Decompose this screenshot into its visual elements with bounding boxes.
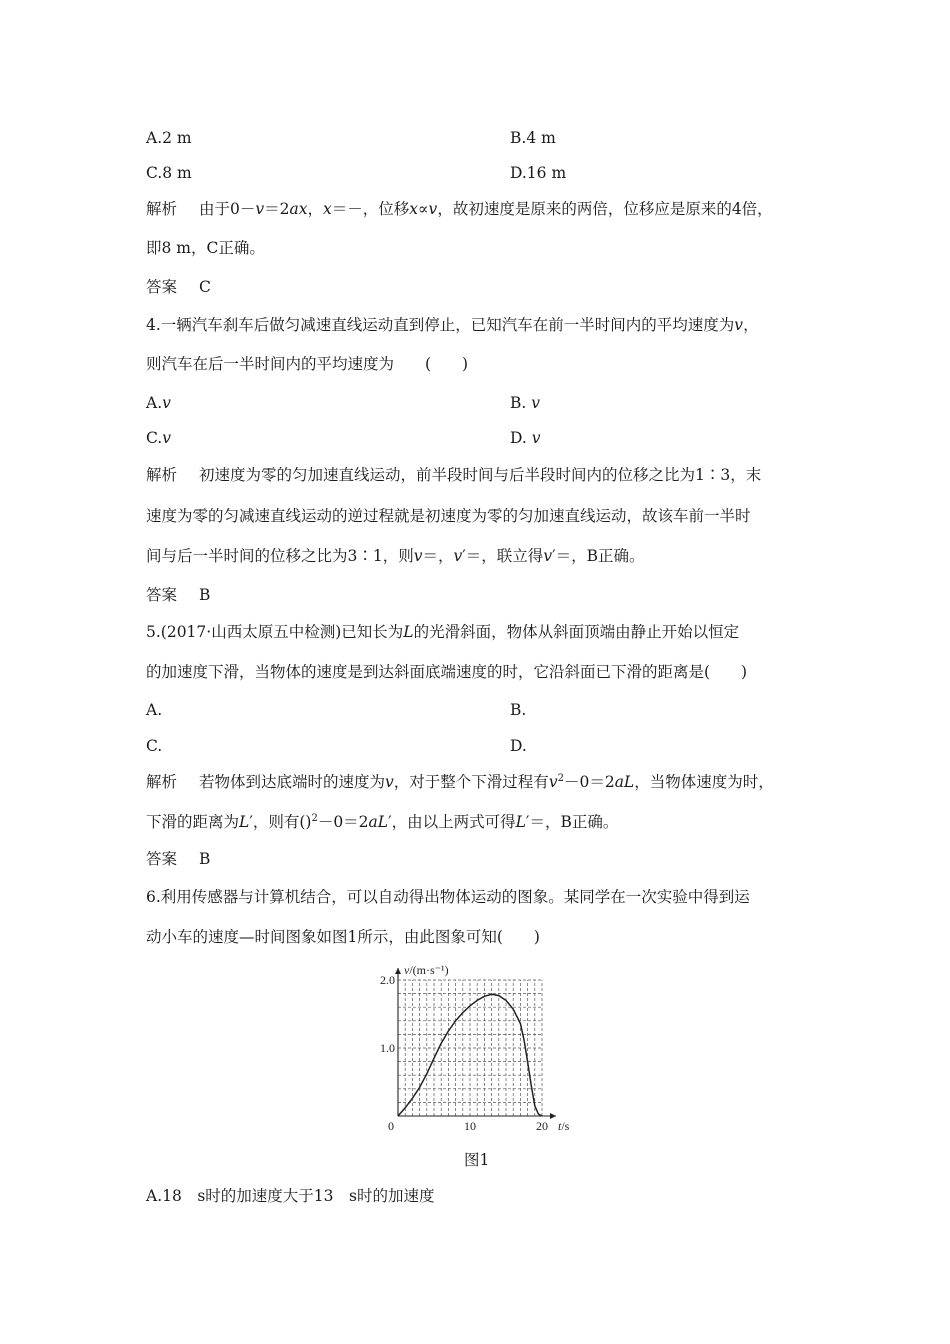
var: aL <box>368 813 389 831</box>
answer-value: C <box>199 278 211 296</box>
q4-option-b <box>510 393 540 413</box>
q5-stem-line-1 <box>146 622 739 642</box>
var: v <box>548 773 558 791</box>
var: v <box>162 394 171 412</box>
x-tick-label: 10 <box>464 1119 476 1133</box>
text: ′＝，B正确。 <box>552 547 645 565</box>
var: v <box>734 316 744 334</box>
var: v <box>531 394 541 412</box>
q4-analysis-line-3 <box>146 546 645 566</box>
var: v <box>162 429 171 447</box>
text: ＝－，位移 <box>331 200 410 218</box>
q5-option-d: D. <box>510 737 527 755</box>
chart-grid <box>398 980 542 1116</box>
q4-analysis-line-2: 速度为零的匀减速直线运动的逆过程就是初速度为零的匀加速直线运动，故该车前一半时 <box>146 507 751 525</box>
q4-option-a <box>146 393 171 413</box>
x-axis-arrow <box>550 1113 556 1119</box>
text: ′，由以上两式可得 <box>388 813 516 831</box>
x-axis-label: t/s <box>558 1119 570 1133</box>
var: v <box>428 200 438 218</box>
text: 下滑的距离为 <box>146 813 240 831</box>
y-tick-labels <box>380 973 395 1055</box>
analysis-label: 解析 <box>146 773 178 791</box>
q4-answer <box>146 585 210 605</box>
q4-option-d <box>510 428 541 448</box>
text: D. <box>510 429 527 447</box>
text: ， <box>307 200 324 218</box>
answer-value: B <box>199 850 211 868</box>
text: ， <box>743 316 759 334</box>
q5-analysis-line-1 <box>146 772 774 792</box>
answer-label: 答案 <box>146 278 178 296</box>
q4-analysis-line-1 <box>146 465 761 485</box>
q3-option-c: C.8 m <box>146 164 192 182</box>
q3-option-a: A.2 m <box>146 129 192 147</box>
analysis-label: 解析 <box>146 200 178 218</box>
text: ＝， <box>422 547 454 565</box>
var: L <box>239 813 250 831</box>
text: ，故初速度是原来的两倍，位移应是原来的4倍， <box>437 200 773 218</box>
y-axis-arrow <box>395 968 401 974</box>
text: 4.一辆汽车刹车后做匀减速直线运动直到停止，已知汽车在前一半时间内的平均速度为 <box>146 316 735 334</box>
text: 间与后一半时间的位移之比为3∶1，则 <box>146 547 414 565</box>
text: ′＝，联立得 <box>462 547 544 565</box>
text: －0＝2 <box>563 773 615 791</box>
answer-label: 答案 <box>146 850 178 868</box>
superscript: 2 <box>311 812 318 824</box>
q4-stem-line-2: 则汽车在后一半时间内的平均速度为 ( ) <box>146 355 469 373</box>
text: ′＝，B正确。 <box>525 813 619 831</box>
origin-label: 0 <box>388 1119 394 1133</box>
var: x <box>323 200 332 218</box>
var: L <box>515 813 526 831</box>
x-tick-label: 20 <box>536 1119 548 1133</box>
text: ′，则有() <box>249 813 312 831</box>
text: 5.(2017·山西太原五中检测)已知长为 <box>146 623 404 641</box>
var: x <box>409 200 419 218</box>
q6-stem-line-2: 动小车的速度—时间图象如图1所示，由此图象可知( ) <box>146 928 540 946</box>
text: 若物体到达底端时的速度为 <box>199 773 386 791</box>
text: C. <box>146 429 163 447</box>
y-tick-label: 1.0 <box>380 1041 395 1055</box>
var: v <box>543 547 553 565</box>
text: ，对于整个下滑过程有 <box>393 773 549 791</box>
text: 初速度为零的匀加速直线运动，前半段时间与后半段时间内的位移之比为1∶3，末 <box>199 466 762 484</box>
text: B. <box>510 394 527 412</box>
text: A. <box>146 394 163 412</box>
text: 由于0－ <box>199 200 256 218</box>
q6-option-a: A.18 s时的加速度大于13 s时的加速度 <box>146 1187 435 1205</box>
q4-stem-line-1 <box>146 315 759 335</box>
superscript: 2 <box>557 772 564 784</box>
q3-option-b: B.4 m <box>510 129 556 147</box>
text: 的光滑斜面，物体从斜面顶端由静止开始以恒定 <box>413 623 740 641</box>
q4-option-c <box>146 428 171 448</box>
answer-label: 答案 <box>146 586 178 604</box>
q5-analysis-line-2 <box>146 812 618 832</box>
var: v <box>385 773 394 791</box>
y-tick-label: 2.0 <box>380 973 395 987</box>
var: v <box>453 547 463 565</box>
figure-caption: 图1 <box>464 1151 490 1169</box>
q3-analysis-line-1 <box>146 199 773 219</box>
text: ∝ <box>418 200 429 218</box>
q5-option-c: C. <box>146 737 163 755</box>
q3-option-d: D.16 m <box>510 164 567 182</box>
var: ax <box>289 200 308 218</box>
x-tick-labels <box>464 1119 548 1133</box>
q5-option-b: B. <box>510 701 527 719</box>
var: v <box>413 547 423 565</box>
q3-answer <box>146 277 211 297</box>
velocity-time-chart <box>376 962 586 1134</box>
analysis-label: 解析 <box>146 466 178 484</box>
var: v <box>531 429 541 447</box>
q6-stem-line-1: 6.利用传感器与计算机结合，可以自动得出物体运动的图象。某同学在一次实验中得到运 <box>146 888 750 906</box>
q5-option-a: A. <box>146 701 163 719</box>
var: aL <box>614 773 635 791</box>
q5-answer <box>146 849 210 869</box>
chart-axes <box>395 968 556 1119</box>
answer-value: B <box>199 586 211 604</box>
var: L <box>403 623 414 641</box>
text: ＝2 <box>264 200 290 218</box>
var: v <box>255 200 265 218</box>
y-axis-label: v/(m·s⁻¹) <box>404 963 449 977</box>
text: －0＝2 <box>317 813 369 831</box>
text: ，当物体速度为时， <box>634 773 774 791</box>
q3-analysis-line-2: 即8 m，C正确。 <box>146 239 265 257</box>
q5-stem-line-2: 的加速度下滑，当物体的速度是到达斜面底端速度的时，它沿斜面已下滑的距离是( ) <box>146 663 748 681</box>
